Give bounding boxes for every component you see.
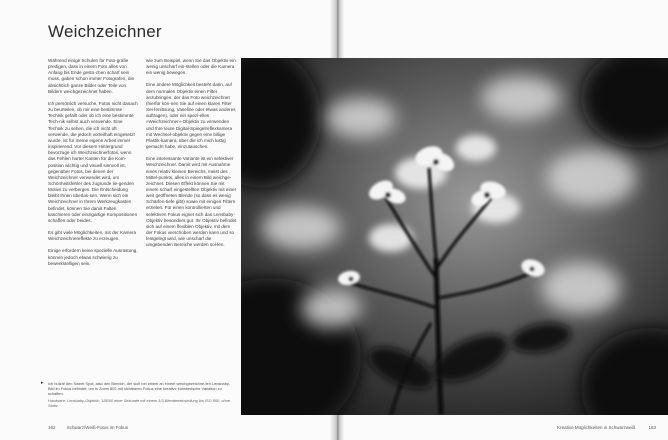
caption-arrow-icon: ▸ [41, 380, 44, 386]
running-title-right: Kreative Möglichkeiten in Schwarzweiß [557, 425, 636, 430]
caption-settings: Hardware: Lensbaby-Objektiv, 1/8000 einer Sekunde mit einem 1/3-Blendeneinstellung bis ISO 800, ohne Stativ [48, 397, 231, 408]
text-column-right [146, 58, 238, 255]
paragraph: Während einige Schulen für Foto-grafie predigen, dass in einem Foto alles von Anfang bis Ende gesto-chen scharf sein muss, gaben schon immer Fotografen, die absichtlich ganze Bilder oder Teile von Bildern weichgezeichnet haben. [48, 58, 135, 94]
paragraph: Es gibt viele Möglichkeiten, mit der Kamera Weichzeichnereffekte zu erzeugen. [48, 230, 137, 242]
paragraph: Eine interessante Variante ist ein selektiver Weichzeichner. Damit wird mit Ausnahme eines relativ kleinen Bereichs, meist des Mittel-punkts, alles in einem Bild weichge-zeichnet. Diesen Effekt können Sie mit einem scharf eingestellten Objektiv mit einer weit geöffneten Blende (so dass es wenig Schärfen-tiefe gibt) sowie mit einigen Filtern erzielen. Für einen kontrollierten und selektiven Fokus eignet sich das Lensbaby-Objektiv besonders gut. Ihr Objektiv befindet sich auf einem flexiblen Objektiv, mit dem der Fokus verschoben werden kann und so festgelegt wird, wie unscharf die umgebenden Bereiche werden sol-len. [146, 156, 237, 248]
footer-right [557, 425, 656, 430]
paragraph: Eine andere Möglichkeit besteht darin, auf dem normalen Objektiv einen Filter anzubringen, der das Foto weichzeichnet (hierfür kön-nen Sie auf einen klaren Filter Sei-fenlösung, Vaseline oder etwas anderes auftragen), oder ein spezi-elles »Weichzeichner«-Objektiv zu verwenden und Ihre teure Digital-Spiegelreflexkamera mit Wechsel-objektiv gegen eine billige Plastik-kamera, über die ich mich lustig gemacht habe, einzutauschen. [146, 82, 236, 150]
caption-text: Ich nutzte den Sweet Spot, also den Bereich, der sich bei einem an einem weichgezeichne-ten Lensbaby-Bild im Fokus befindet, um in Zoom 802 mit sichtbaren Fokus eine kreative künstlerische Variation zu schaffen. [48, 381, 231, 397]
paragraph: wie zum Beispiel, wenn Sie das Objektiv ein wenig unscharf ein-stellen oder die Kamera ein wenig bewegen. [146, 58, 236, 76]
running-title-left: Schwarz/Weiß-Fotos im Fokus [66, 425, 128, 430]
paragraph: Ich persönlich versuche, Fotos nicht danach zu beurteilen, ob mir eine bestimmte Technik gefällt oder ob ich eine bestimmte Tech-nik selbst auch verwende. Eine Technik zu sehen, die ich nicht oft verwende, die jedoch vorteilhaft eingesetzt wurde, ist für meine eigene Arbeit immer inspirierend. Vor diesem Hintergrund bevorzuge ich Weichzeichnerfotos, wenn das Fehlen harter Kanten für die Kom-position wichtig und visuell sinnvoll ist, gegenüber Fotos, bei denen der Weichzeichner verwendet wird, um Schönheitsfehler des zugrunde lie-genden Motivs zu verbergen. Die Entscheidung bleibt Ihnen überlas-sen. Wenn sich ein Weichzeichner in Ihrem Werkzeugkasten befindet, können Sie damit Falten kaschieren oder einzigartige Kompositionen schaffen oder beides. [48, 100, 138, 223]
flower-photo [241, 58, 668, 415]
page-heading: Weichzeichner [48, 22, 162, 41]
flower-photo-graphic [241, 58, 668, 415]
paragraph: Einige erfordern keine spezielle Ausrüstung, können jedoch etwas schwierig zu bewerkstelligen sein, [48, 248, 138, 266]
page-number-right: 163 [648, 425, 656, 430]
footer-left [48, 425, 128, 430]
text-column-left [48, 58, 138, 273]
page-number-left: 162 [48, 425, 56, 430]
photo-caption [41, 380, 234, 409]
